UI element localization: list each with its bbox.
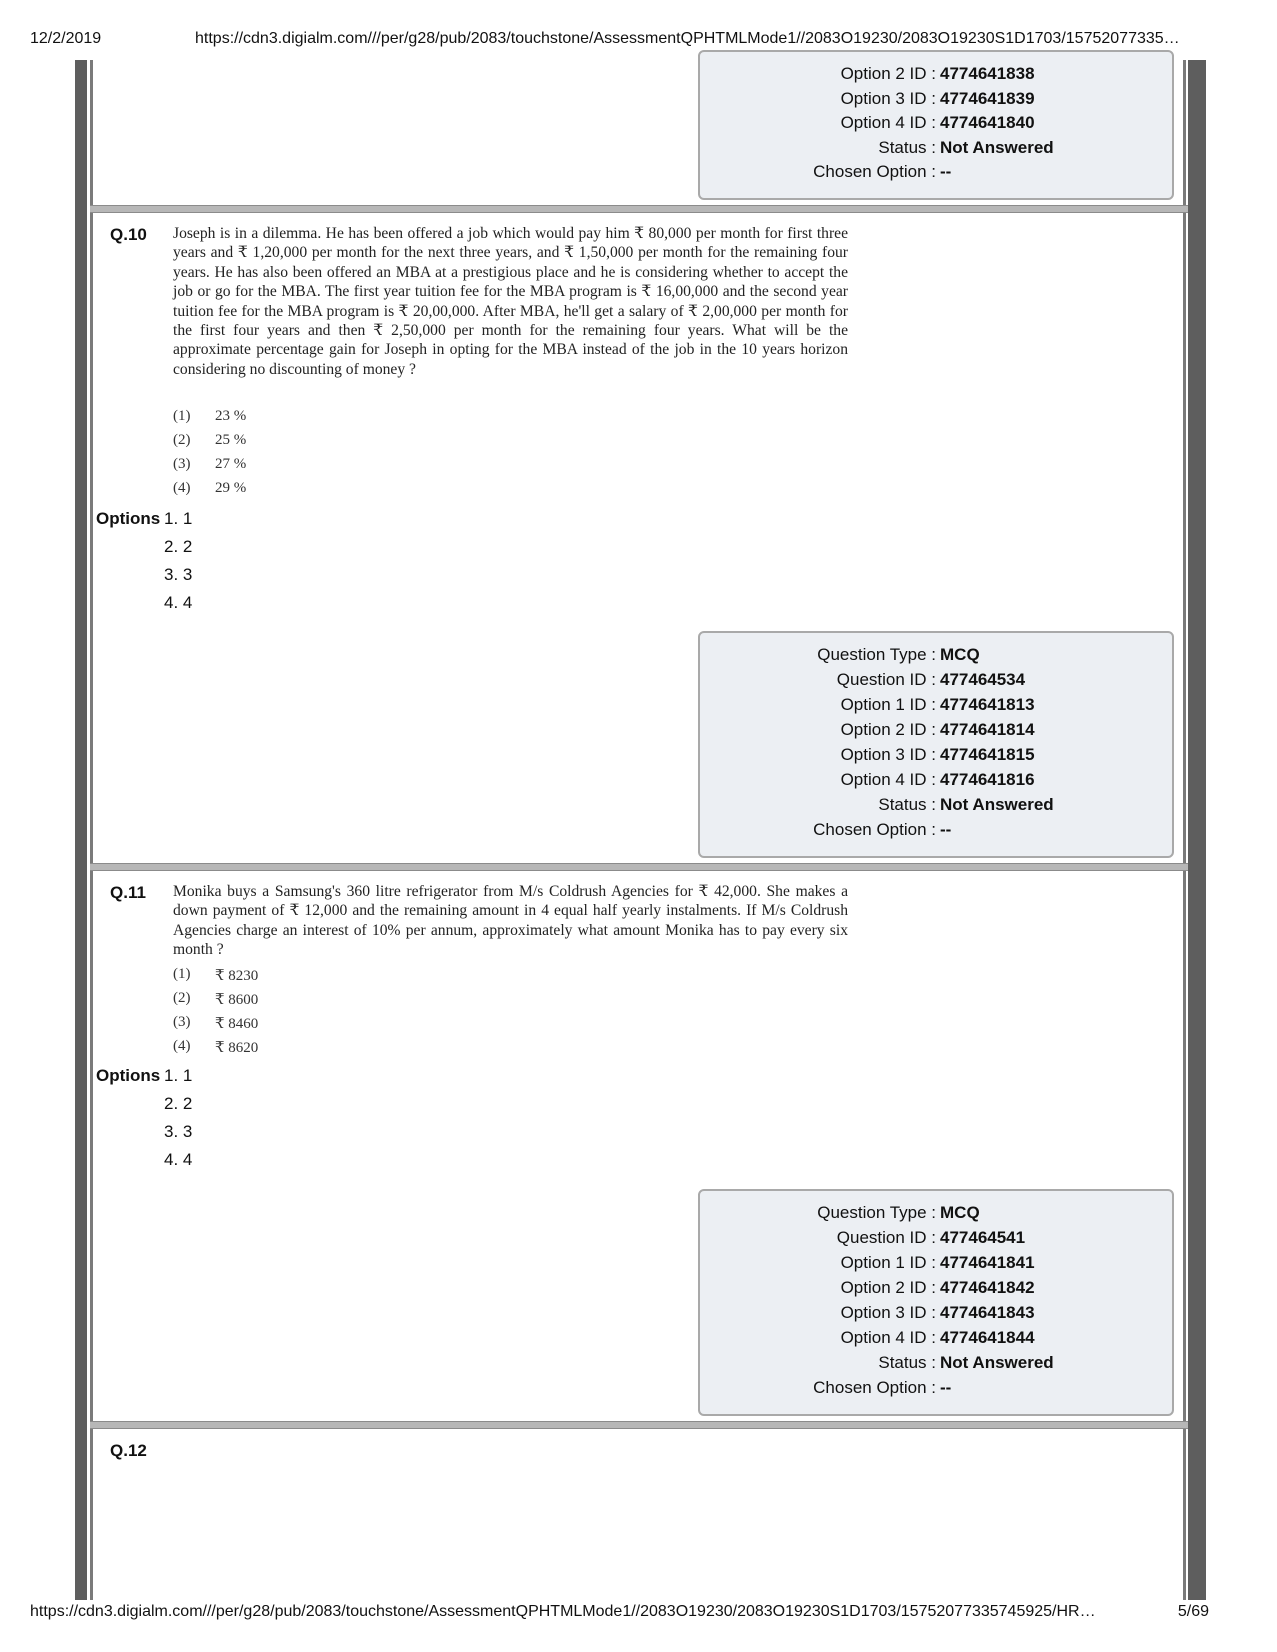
question-info-box	[698, 1189, 1174, 1416]
option-item: 2. 2	[164, 537, 193, 556]
info-label: Chosen Option :	[813, 162, 936, 181]
info-label: Option 3 ID :	[840, 745, 936, 764]
choice-number: (2)	[173, 990, 191, 1006]
info-value: 4774641815	[940, 745, 1035, 764]
option-item: 3. 3	[164, 1122, 193, 1141]
question-info-box	[698, 631, 1174, 858]
info-row	[700, 670, 1172, 694]
choice-number: (4)	[173, 480, 191, 496]
info-row	[700, 1228, 1172, 1252]
info-row	[700, 720, 1172, 744]
choice-text: ₹ 8460	[215, 1016, 259, 1032]
info-row	[700, 1278, 1172, 1302]
question-text: Joseph is in a dilemma. He has been offered a job which would pay him ₹ 80,000 per month for first three years and ₹ 1,20,000 per month for the next three years, and ₹ 1,50,000 per month for the remaining four years. He has also been offered an MBA at a prestigious place and he is considering whether to accept the job or go for the MBA. The first year tuition fee for the MBA program is ₹ 16,00,000 and the second year tuition fee for the MBA program is ₹ 20,00,000. After MBA, he'll get a salary of ₹ 2,00,000 per month for the first four years and then ₹ 2,50,000 per month for the remaining four years. What will be the approximate percentage gain for Joseph in opting for the MBA instead of the job in the 10 years horizon considering no discounting of money ?	[173, 225, 848, 378]
info-row	[700, 1203, 1172, 1227]
options-label: Options	[96, 1066, 161, 1085]
choice-text: ₹ 8230	[215, 968, 259, 984]
info-value: 4774641843	[940, 1303, 1035, 1322]
info-value: 4774641839	[940, 89, 1035, 108]
info-label: Option 3 ID :	[840, 89, 936, 108]
right-border-inner	[1183, 60, 1186, 1600]
info-label: Option 4 ID :	[840, 770, 936, 789]
info-label: Status :	[878, 795, 936, 814]
info-row	[700, 645, 1172, 669]
info-label: Option 2 ID :	[840, 64, 936, 83]
print-header	[30, 30, 1247, 52]
option-item: 4. 4	[164, 593, 193, 612]
question-number: Q.12	[110, 1441, 147, 1460]
choice-text: 23 %	[215, 408, 247, 424]
info-value: MCQ	[940, 1203, 980, 1222]
info-label: Option 2 ID :	[840, 720, 936, 739]
question-number: Q.11	[110, 883, 146, 902]
info-row	[700, 1253, 1172, 1277]
info-value: 477464534	[940, 670, 1026, 689]
print-footer	[30, 1603, 1247, 1625]
info-value: 4774641813	[940, 695, 1035, 714]
info-label: Chosen Option :	[813, 820, 936, 839]
info-value: 4774641838	[940, 64, 1035, 83]
choice-number: (1)	[173, 408, 191, 424]
options-label: Options	[96, 509, 161, 528]
info-value: 4774641841	[940, 1253, 1035, 1272]
right-border	[1188, 60, 1206, 1600]
question-text: Monika buys a Samsung's 360 litre refrigerator from M/s Coldrush Agencies for ₹ 42,000. She makes a down payment of ₹ 12,000 and the remaining amount in 4 equal half yearly instalments. If M/s Coldrush Agencies charge an interest of 10% per annum, approximately what amount Monika has to pay every six month ?	[173, 883, 848, 959]
info-value: 4774641842	[940, 1278, 1035, 1297]
choice-text: 27 %	[215, 456, 247, 472]
info-value: --	[940, 820, 952, 839]
choice-number: (3)	[173, 456, 191, 472]
info-label: Status :	[878, 138, 936, 157]
info-row	[700, 113, 1172, 137]
print-url: https://cdn3.digialm.com///per/g28/pub/2083/touchstone/AssessmentQPHTMLMode1//2083O19230/2083O19230S1D1703/15752077335…	[195, 30, 1180, 47]
left-border	[75, 60, 87, 1600]
info-value: 4774641840	[940, 113, 1035, 132]
option-item: 3. 3	[164, 565, 193, 584]
print-date: 12/2/2019	[30, 30, 102, 47]
info-label: Question Type :	[817, 1203, 936, 1222]
info-value: MCQ	[940, 645, 980, 664]
info-row	[700, 1303, 1172, 1327]
info-row	[700, 1328, 1172, 1352]
info-row	[700, 770, 1172, 794]
info-row	[700, 695, 1172, 719]
choice-text: 29 %	[215, 480, 247, 496]
option-item: 2. 2	[164, 1094, 193, 1113]
info-row	[700, 820, 1172, 844]
prev-question-info-box	[698, 50, 1174, 200]
info-label: Question ID :	[836, 1228, 936, 1247]
info-row	[700, 162, 1172, 186]
info-label: Question ID :	[836, 670, 936, 689]
question-number: Q.10	[110, 225, 147, 244]
info-row	[700, 64, 1172, 88]
info-row	[700, 1378, 1172, 1402]
info-row	[700, 745, 1172, 769]
choice-text: ₹ 8600	[215, 992, 259, 1008]
option-item: 4. 4	[164, 1150, 193, 1169]
info-row	[700, 138, 1172, 162]
info-label: Option 2 ID :	[840, 1278, 936, 1297]
question-separator	[90, 205, 1188, 213]
option-item: 1. 1	[164, 509, 193, 528]
info-row	[700, 89, 1172, 113]
info-label: Chosen Option :	[813, 1378, 936, 1397]
info-row	[700, 795, 1172, 819]
info-label: Option 1 ID :	[840, 695, 936, 714]
info-label: Option 1 ID :	[840, 1253, 936, 1272]
left-border-inner	[90, 60, 93, 1600]
choice-text: ₹ 8620	[215, 1040, 259, 1056]
info-label: Question Type :	[817, 645, 936, 664]
info-label: Option 3 ID :	[840, 1303, 936, 1322]
info-value: 4774641816	[940, 770, 1035, 789]
info-value: 4774641814	[940, 720, 1035, 739]
info-label: Status :	[878, 1353, 936, 1372]
choice-number: (2)	[173, 432, 191, 448]
choice-number: (4)	[173, 1038, 191, 1054]
question-separator	[90, 1421, 1188, 1429]
choice-number: (1)	[173, 966, 191, 982]
info-value: Not Answered	[940, 795, 1054, 814]
print-footer-url: https://cdn3.digialm.com///per/g28/pub/2083/touchstone/AssessmentQPHTMLMode1//2083O19230/2083O19230S1D1703/15752077335745925/HR…	[30, 1603, 1096, 1620]
info-value: --	[940, 162, 952, 181]
info-value: Not Answered	[940, 138, 1054, 157]
question-separator	[90, 863, 1188, 871]
info-value: --	[940, 1378, 952, 1397]
choice-text: 25 %	[215, 432, 247, 448]
info-row	[700, 1353, 1172, 1377]
page-number: 5/69	[1177, 1603, 1209, 1620]
info-value: 477464541	[940, 1228, 1026, 1247]
info-label: Option 4 ID :	[840, 1328, 936, 1347]
info-value: 4774641844	[940, 1328, 1035, 1347]
info-value: Not Answered	[940, 1353, 1054, 1372]
info-label: Option 4 ID :	[840, 113, 936, 132]
option-item: 1. 1	[164, 1066, 193, 1085]
choice-number: (3)	[173, 1014, 191, 1030]
